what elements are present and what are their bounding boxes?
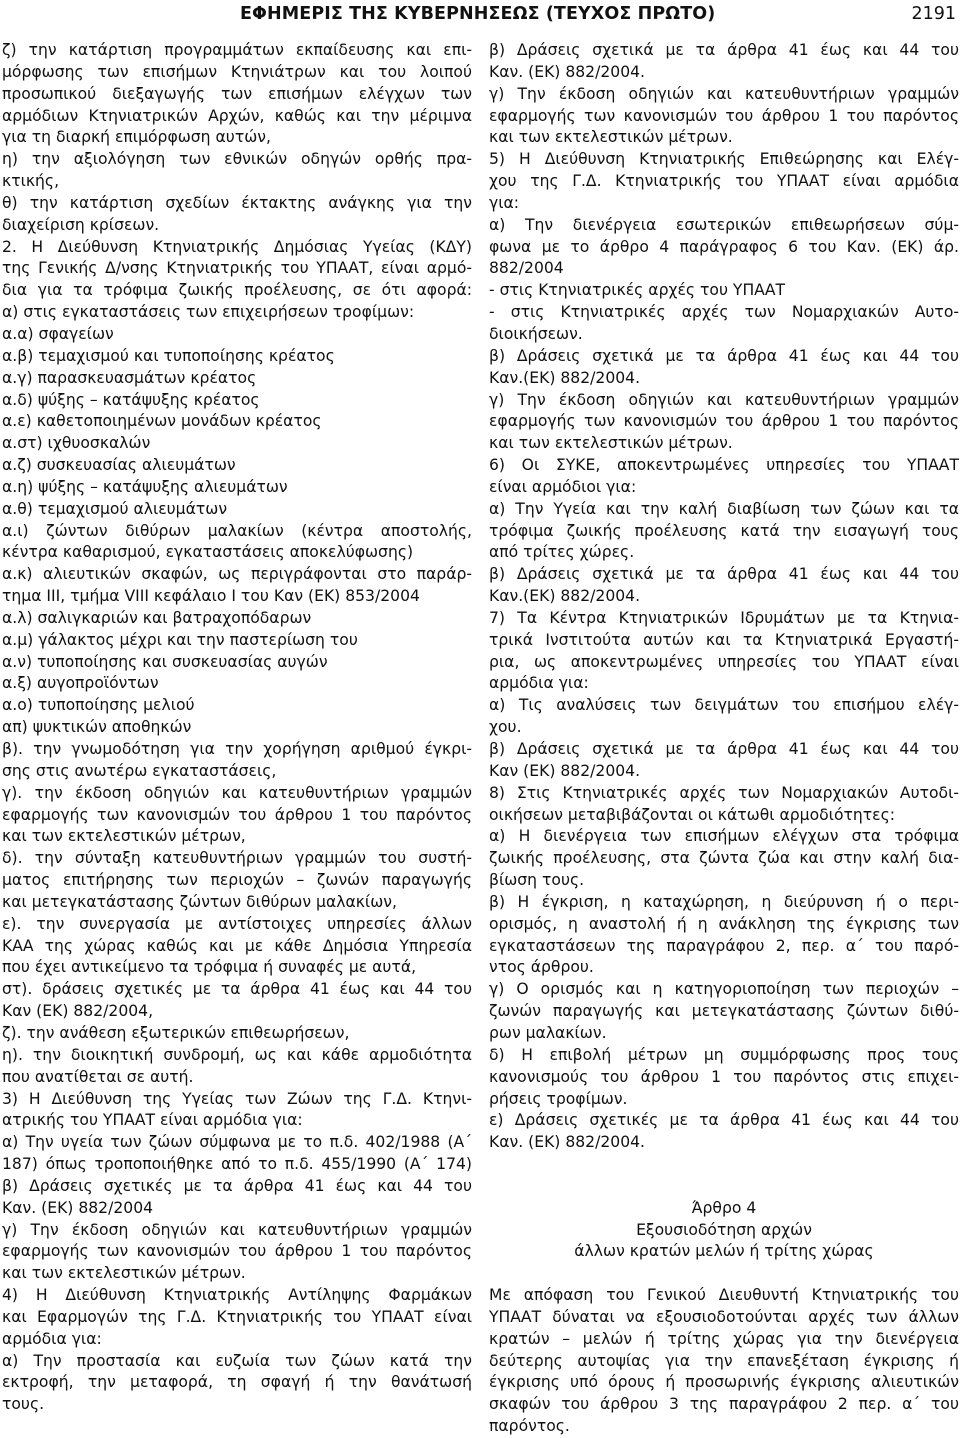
text-line: είναι αρμόδιοι για: <box>489 477 637 496</box>
text-line: αρμόδια για: <box>2 1329 102 1348</box>
text-line: ατρικής του ΥΠΑΑΤ είναι αρμόδια για: <box>2 1111 303 1130</box>
page-header <box>0 0 960 30</box>
text-line: για: <box>489 193 520 212</box>
text-line: εφαρμογής των κανονισμών του άρθρου 1 του παρόντος <box>489 412 959 431</box>
text-line: Καν (ΕΚ) 882/2004. <box>489 761 641 780</box>
text-line: και των εκτελεστικών μέτρων, <box>2 827 246 846</box>
text-line: σκαφών του άρθρου 3 της παραγράφου 2 περ. α΄ του <box>489 1395 959 1414</box>
text-line: από τρίτες χώρες. <box>489 543 635 562</box>
text-line: 4) Η Διεύθυνση Κτηνιατρικής Αντίληψης Φαρμάκων <box>2 1286 472 1305</box>
text-line: α.ι) ζώντων διθύρων μαλακίων (κέντρα αποστολής, <box>2 521 472 540</box>
text-line: Εξουσιοδότηση αρχών <box>636 1220 812 1239</box>
text-line: α.δ) ψύξης – κατάψυξης κρέατος <box>2 390 260 409</box>
text-line: οικήσεων μεταβιβάζονται οι κάτωθι αρμοδιότητες: <box>489 805 895 824</box>
text-line: βίωση τους. <box>489 871 585 890</box>
text-line: εφαρμογής των κανονισμών του άρθρου 1 του παρόντος <box>489 106 959 125</box>
text-line: ζωνών παραγωγής και μετεγκατάστασης ζώντων διθύ- <box>489 1002 959 1021</box>
text-line: εγκαταστάσεων της παραγράφου 2, περ. α΄ του παρό- <box>489 936 959 955</box>
text-line: και μετεγκατάστασης ζώντων διθύρων μαλακίων, <box>2 892 397 911</box>
text-line: ζωικής προέλευσης, στα ζώντα ζώα και στην καλή δια- <box>489 849 959 868</box>
text-line: α) στις εγκαταστάσεις των επιχειρήσεων τροφίμων: <box>2 303 415 322</box>
text-line: ρων μαλακίων. <box>489 1023 607 1042</box>
text-line: α.ο) τυποποίησης μελιού <box>2 696 195 715</box>
text-line: α) Την διενέργεια εσωτερικών επιθεωρήσεων σύμ- <box>489 215 959 234</box>
text-line: Με απόφαση του Γενικού Διευθυντή Κτηνιατρικής του <box>489 1286 959 1305</box>
text-line: 2. Η Διεύθυνση Κτηνιατρικής Δημόσιας Υγείας (ΚΔΥ) <box>2 237 472 256</box>
text-line: της Γενικής Δ/νσης Κτηνιατρικής του ΥΠΑΑΤ, είναι αρμό- <box>2 259 472 278</box>
text-line: ρια, ως αποκεντρωμένες υπηρεσίες του ΥΠΑΑΤ είναι <box>489 652 959 671</box>
page-number: 2191 <box>911 4 956 24</box>
text-line: παρόντος. <box>489 1417 570 1436</box>
text-line: α) Την προστασία και ευζωία των ζώων κατά την <box>2 1351 472 1370</box>
text-line: χου της Γ.Δ. Κτηνιατρικής του ΥΠΑΑΤ είναι αρμόδια <box>489 172 959 191</box>
text-line: κρατών – μελών ή τρίτης χώρας για την διενέργεια <box>489 1329 959 1348</box>
text-line: που έχει αντικείμενο τα τρόφιμα ή συναφές με αυτά, <box>2 958 417 977</box>
text-line: γ). την έκδοση οδηγιών και κατευθυντήριων γραμμών <box>2 783 472 802</box>
text-line: κτικής, <box>2 172 60 191</box>
text-line: 187) όπως τροποποιήθηκε από το π.δ. 455/1990 (Α΄ 174) <box>2 1155 472 1174</box>
text-line: α.κ) αλιευτικών σκαφών, ως περιγράφονται στο παράρ- <box>2 565 472 584</box>
text-line: γ) Την έκδοση οδηγιών και κατευθυντήριων γραμμών <box>489 390 959 409</box>
text-line: ζ) την κατάρτιση προγραμμάτων εκπαίδευσης και επι- <box>2 41 472 59</box>
text-line: 5) Η Διεύθυνση Κτηνιατρικής Επιθεώρησης και Ελέγ- <box>489 150 959 169</box>
text-line: α.στ) ιχθυοσκαλών <box>2 434 151 453</box>
text-line: α.ξ) αυγοπροϊόντων <box>2 674 159 693</box>
text-line: φωνα με το άρθρο 4 παράγραφος 6 του Καν. (ΕΚ) άρ. <box>489 237 959 256</box>
text-line <box>489 1176 959 1198</box>
text-line: δεύτερης αυτοψίας για την επανεξέταση έγκρισης ή <box>489 1351 959 1370</box>
text-line: μόρφωσης των επισήμων Κτηνιάτρων και του λοιπού <box>2 62 472 81</box>
text-line: Καν. (ΕΚ) 882/2004. <box>489 1133 645 1152</box>
text-line: έγκρισης υπό όρους ή προσωρινής έγκρισης αλιευτικών <box>489 1373 959 1392</box>
text-line: ορισμός, η αναστολή ή η ανάκληση της έγκρισης των <box>489 914 959 933</box>
text-line: β). την γνωμοδότηση για την χορήγηση αριθμού έγκρι- <box>2 740 472 758</box>
text-line: β) Δράσεις σχετικά με τα άρθρα 41 έως και 44 του <box>489 740 959 758</box>
text-line: α.λ) σαλιγκαριών και βατραχοπόδαρων <box>2 608 312 627</box>
text-line: εφαρμογής των κανονισμών του άρθρου 1 του παρόντος <box>2 1242 472 1261</box>
text-line: δ) Η επιβολή μέτρων μη συμμόρφωσης προς τους <box>489 1045 959 1064</box>
text-line: α) Την Υγεία και την καλή διαβίωση των ζώων και τα <box>489 499 959 518</box>
text-line: γ) Την έκδοση οδηγιών και κατευθυντήριων γραμμών <box>2 1220 472 1239</box>
text-line: ε) Δράσεις σχετικές με τα άρθρα 41 έως και 44 του <box>489 1111 959 1130</box>
text-line: τους. <box>2 1395 45 1414</box>
text-line: ρήσεις τροφίμων. <box>489 1089 628 1108</box>
text-line: τημα III, τμήμα VIII κεφάλαιο I του Καν (ΕΚ) 853/2004 <box>2 587 420 606</box>
text-line: σης στις ανωτέρω εγκαταστάσεις, <box>2 761 277 780</box>
text-line: που ανατίθεται σε αυτή. <box>2 1067 194 1086</box>
text-line: ΥΠΑΑΤ δύναται να εξουσιοδοτούνται αρχές των άλλων <box>489 1307 959 1326</box>
text-line: Καν (ΕΚ) 882/2004, <box>2 1002 154 1021</box>
left-column <box>2 40 472 1416</box>
text-line: τρόφιμα ζωικής προέλευσης κατά την εισαγωγή τους <box>489 521 959 540</box>
text-line: α) Την υγεία των ζώων σύμφωνα με το π.δ. 402/1988 (Α΄ <box>2 1133 472 1152</box>
text-line: β) Δράσεις σχετικές με τα άρθρα 41 έως και 44 του <box>2 1176 472 1195</box>
text-line: α.ε) καθετοποιημένων μονάδων κρέατος <box>2 412 322 431</box>
text-line: Καν.(ΕΚ) 882/2004. <box>489 368 641 387</box>
text-line: - στις Κτηνιατρικές αρχές του ΥΠΑΑΤ <box>489 281 786 300</box>
text-line: άλλων κρατών μελών ή τρίτης χώρας <box>574 1242 874 1261</box>
text-line: ματος επιτήρησης των περιοχών – ζωνών παραγωγής <box>2 871 472 890</box>
text-line: τρικά Ινστιτούτα αυτών και τα Κτηνιατρικά Εργαστή- <box>489 630 959 649</box>
text-line: 882/2004 <box>489 259 564 278</box>
text-line: δ). την σύνταξη κατευθυντήριων γραμμών του συστή- <box>2 849 472 868</box>
text-line: Άρθρο 4 <box>691 1198 757 1217</box>
text-line: διαχείριση κρίσεων. <box>2 215 160 234</box>
text-line: αρμόδια για: <box>489 674 589 693</box>
text-line: προσωπικού διεξαγωγής των επισήμων ελέγχων των <box>2 84 472 103</box>
text-line: αρμόδιων Κτηνιατρικών Αρχών, καθώς και την μέριμνα <box>2 106 472 125</box>
text-line: α.β) τεμαχισμού και τυποποίησης κρέατος <box>2 346 335 365</box>
text-line: α.θ) τεμαχισμού αλιευμάτων <box>2 499 228 518</box>
text-line: α) Η διενέργεια των επισήμων ελέγχων στα τρόφιμα <box>489 827 959 846</box>
text-line: για τη διαρκή επιμόρφωση αυτών, <box>2 128 271 147</box>
text-line: εκτροφή, την μεταφορά, τη σφαγή ή την θανάτωσή <box>2 1373 472 1392</box>
text-line: απ) ψυκτικών αποθηκών <box>2 718 192 737</box>
gazette-title: ΕΦΗΜΕΡΙΣ ΤΗΣ ΚΥΒΕΡΝΗΣΕΩΣ (ΤΕΥΧΟΣ ΠΡΩΤΟ) <box>240 4 716 24</box>
text-line: 6) Οι ΣΥΚΕ, αποκεντρωμένες υπηρεσίες του ΥΠΑΑΤ <box>489 456 959 475</box>
text-line: ΚΑΑ της χώρας καθώς και με κάθε Δημόσια Υπηρεσία <box>2 936 472 955</box>
text-line: και των εκτελεστικών μέτρων. <box>2 1264 246 1283</box>
text-line: και των εκτελεστικών μέτρων. <box>489 128 733 147</box>
text-line: α) Τις αναλύσεις των δειγμάτων του επισήμου ελέγ- <box>489 696 959 715</box>
text-line: και των εκτελεστικών μέτρων. <box>489 434 733 453</box>
right-column <box>489 40 959 1438</box>
text-line: η) την αξιολόγηση των εθνικών οδηγών ορθής πρα- <box>2 150 472 169</box>
text-line: Καν.(ΕΚ) 882/2004. <box>489 587 641 606</box>
text-line: α.α) σφαγείων <box>2 324 114 343</box>
text-line: θ) την κατάρτιση σχεδίων έκτακτης ανάγκης για την <box>2 193 472 212</box>
text-line: Καν. (ΕΚ) 882/2004. <box>489 62 645 81</box>
text-line: χου. <box>489 718 522 737</box>
text-line: κανονισμούς του άρθρου 1 του παρόντος στις επιχει- <box>489 1067 959 1086</box>
text-line: β) Δράσεις σχετικά με τα άρθρα 41 έως και 44 του <box>489 41 959 59</box>
text-line: 7) Τα Κέντρα Κτηνιατρικών Ιδρυμάτων με τα Κτηνια- <box>489 608 959 627</box>
text-line: κέντρα καθαρισμού, εγκαταστάσεις αποκελύφωσης) <box>2 543 414 562</box>
text-line: εφαρμογής των κανονισμών του άρθρου 1 του παρόντος <box>2 805 472 824</box>
text-line: α.γ) παρασκευασμάτων κρέατος <box>2 368 257 387</box>
text-line: και Εφαρμογών της Γ.Δ. Κτηνιατρικής του ΥΠΑΑΤ είναι <box>2 1307 472 1326</box>
text-line: β) Η έγκριση, η καταχώρηση, η διεύρυνση ή ο περι- <box>489 892 959 911</box>
text-line: α.ζ) συσκευασίας αλιευμάτων <box>2 456 236 475</box>
text-line <box>489 1263 959 1285</box>
text-line: δια για τα τρόφιμα ζωικής προέλευσης, σε ότι αφορά: <box>2 281 472 300</box>
text-line <box>489 1154 959 1176</box>
text-line: ντος άρθρου. <box>489 958 594 977</box>
text-line: διοικήσεων. <box>489 324 583 343</box>
text-line: β) Δράσεις σχετικά με τα άρθρα 41 έως και 44 του <box>489 346 959 365</box>
text-line: γ) Την έκδοση οδηγιών και κατευθυντήριων γραμμών <box>489 84 959 103</box>
text-line: - στις Κτηνιατρικές αρχές των Νομαρχιακών Αυτο- <box>489 303 959 322</box>
text-line: α.ν) τυποποίησης και συσκευασίας αυγών <box>2 652 328 671</box>
text-line: α.η) ψύξης – κατάψυξης αλιευμάτων <box>2 477 288 496</box>
text-line: Καν. (ΕΚ) 882/2004 <box>2 1198 154 1217</box>
text-line: ε). την συνεργασία με αντίστοιχες υπηρεσίες άλλων <box>2 914 472 933</box>
text-line: ζ). την ανάθεση εξωτερικών επιθεωρήσεων, <box>2 1023 350 1042</box>
text-line: α.μ) γάλακτος μέχρι και την παστερίωση του <box>2 630 358 649</box>
text-line: γ) Ο ορισμός και η κατηγοριοποίηση των περιοχών – <box>489 980 959 999</box>
text-line: 8) Στις Κτηνιατρικές αρχές των Νομαρχιακών Αυτοδι- <box>489 783 959 802</box>
text-line: β) Δράσεις σχετικά με τα άρθρα 41 έως και 44 του <box>489 565 959 584</box>
text-line: η). την διοικητική συνδρομή, ως και κάθε αρμοδιότητα <box>2 1045 472 1064</box>
text-line: 3) Η Διεύθυνση της Υγείας των Ζώων της Γ.Δ. Κτηνι- <box>2 1089 472 1108</box>
text-line: στ). δράσεις σχετικές με τα άρθρα 41 έως και 44 του <box>2 980 472 999</box>
